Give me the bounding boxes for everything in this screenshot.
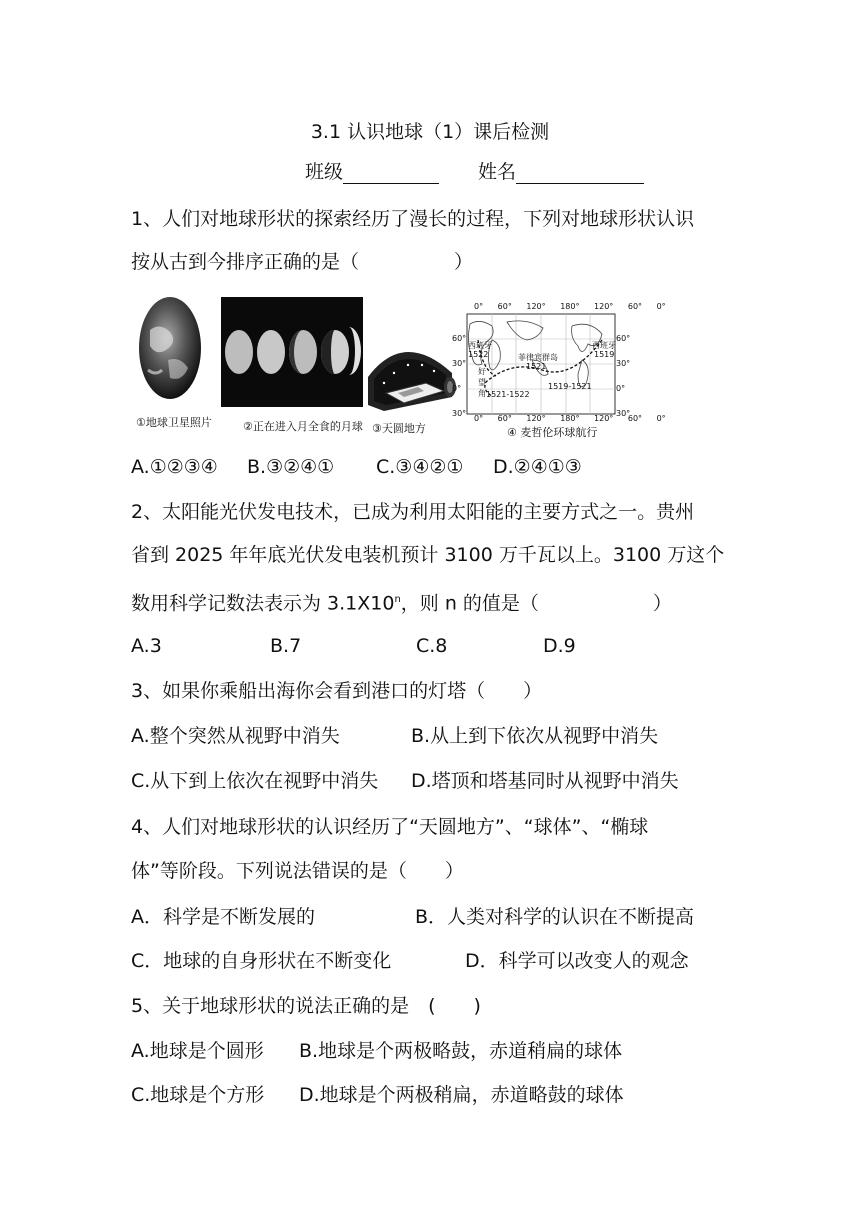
name-field xyxy=(478,160,644,184)
name-blank[interactable] xyxy=(516,163,644,184)
q5-option-a[interactable]: A.地球是个圆形 xyxy=(131,1040,264,1062)
caption-4: ④ 麦哲伦环球航行 xyxy=(507,426,598,439)
q2-exponent: n xyxy=(394,594,401,605)
q1-option-d[interactable]: D.②④①③ xyxy=(493,456,582,478)
map-right-ticks: 60° 30° 0° 30° xyxy=(616,334,631,418)
q3-option-c[interactable]: C.从下到上依次在视野中消失 xyxy=(131,770,379,792)
q5-option-c[interactable]: C.地球是个方形 xyxy=(131,1084,265,1106)
page-title: 3.1 认识地球（1）课后检测 xyxy=(310,121,550,143)
map-year-right: 1519 xyxy=(594,350,615,359)
earth-satellite-photo xyxy=(138,290,204,402)
map-top-ticks: 0° 60° 120° 180° 120° 60° 0° xyxy=(474,302,666,311)
q3-option-b[interactable]: B.从上到下依次从视野中消失 xyxy=(411,725,659,747)
q4-line2: 体”等阶段。下列说法错误的是（ ） xyxy=(131,860,464,882)
q5-option-d[interactable]: D.地球是个两极稍扁，赤道略鼓的球体 xyxy=(299,1084,624,1106)
map-year-left: 1522 xyxy=(468,350,489,359)
q4-option-d[interactable]: D．科学可以改变人的观念 xyxy=(465,950,689,972)
q2-line3: 数用科学记数法表示为 3.1X10$^n$，则 n 的值是（ ） xyxy=(131,592,672,615)
q2-option-b[interactable]: B.7 xyxy=(270,635,302,657)
class-label: 班级 xyxy=(305,161,344,183)
map-spain-left: 西班牙 xyxy=(468,341,492,350)
q1-line2: 按从古到今排序正确的是（ ） xyxy=(131,251,474,273)
q1-option-c[interactable]: C.③④②① xyxy=(376,456,464,478)
lunar-eclipse-photo xyxy=(221,297,363,407)
map-year-1521: 1521 xyxy=(526,362,547,371)
name-label: 姓名 xyxy=(478,161,517,183)
q4-option-c[interactable]: C．地球的自身形状在不断变化 xyxy=(131,950,392,972)
q4-option-b[interactable]: B．人类对科学的认识在不断提高 xyxy=(415,906,695,928)
q2-option-a[interactable]: A.3 xyxy=(131,635,162,657)
q5-line1: 5、关于地球形状的说法正确的是 ( ) xyxy=(131,995,481,1017)
map-spain-right: 西班牙 xyxy=(592,341,616,350)
q2-option-c[interactable]: C.8 xyxy=(416,635,448,657)
q1-line1: 1、人们对地球形状的探索经历了漫长的过程，下列对地球形状认识 xyxy=(131,208,695,230)
q2-line1: 2、太阳能光伏发电技术，已成为利用太阳能的主要方式之一。贵州 xyxy=(131,501,695,523)
map-philippines: 菲律宾群岛 xyxy=(518,353,558,362)
q2-option-d[interactable]: D.9 xyxy=(543,635,576,657)
caption-2: ②正在进入月全食的月球 xyxy=(243,420,363,433)
q1-option-a[interactable]: A.①②③④ xyxy=(131,456,218,478)
map-route1: 1521-1522 xyxy=(486,390,530,399)
map-left-ticks: 60° 30° 0° 30° xyxy=(452,334,467,418)
q4-line1: 4、人们对地球形状的认识经历了“天圆地方”、“球体”、“椭球 xyxy=(131,816,649,838)
q3-line1: 3、如果你乘船出海你会看到港口的灯塔（ ） xyxy=(131,680,543,702)
q1-option-b[interactable]: B.③②④① xyxy=(247,456,335,478)
caption-3: ③天圆地方 xyxy=(372,422,426,435)
q3-option-d[interactable]: D.塔顶和塔基同时从视野中消失 xyxy=(411,770,679,792)
map-route2: 1519-1521 xyxy=(548,382,592,391)
class-field xyxy=(305,160,439,184)
class-blank[interactable] xyxy=(343,163,439,184)
q4-option-a[interactable]: A．科学是不断发展的 xyxy=(131,906,315,928)
q5-option-b[interactable]: B.地球是个两极略鼓，赤道稍扁的球体 xyxy=(299,1040,623,1062)
q3-option-a[interactable]: A.整个突然从视野中消失 xyxy=(131,725,340,747)
magellan-map-figure xyxy=(452,300,666,430)
round-sky-square-earth-figure xyxy=(364,335,459,415)
map-bottom-ticks: 0° 60° 120° 180° 120° 60° 0° xyxy=(474,414,666,423)
caption-1: ①地球卫星照片 xyxy=(136,416,212,429)
map-cape: 好望角 xyxy=(478,367,486,398)
q2-line2: 省到 2025 年年底光伏发电装机预计 3100 万千瓦以上。3100 万这个 xyxy=(131,544,725,566)
